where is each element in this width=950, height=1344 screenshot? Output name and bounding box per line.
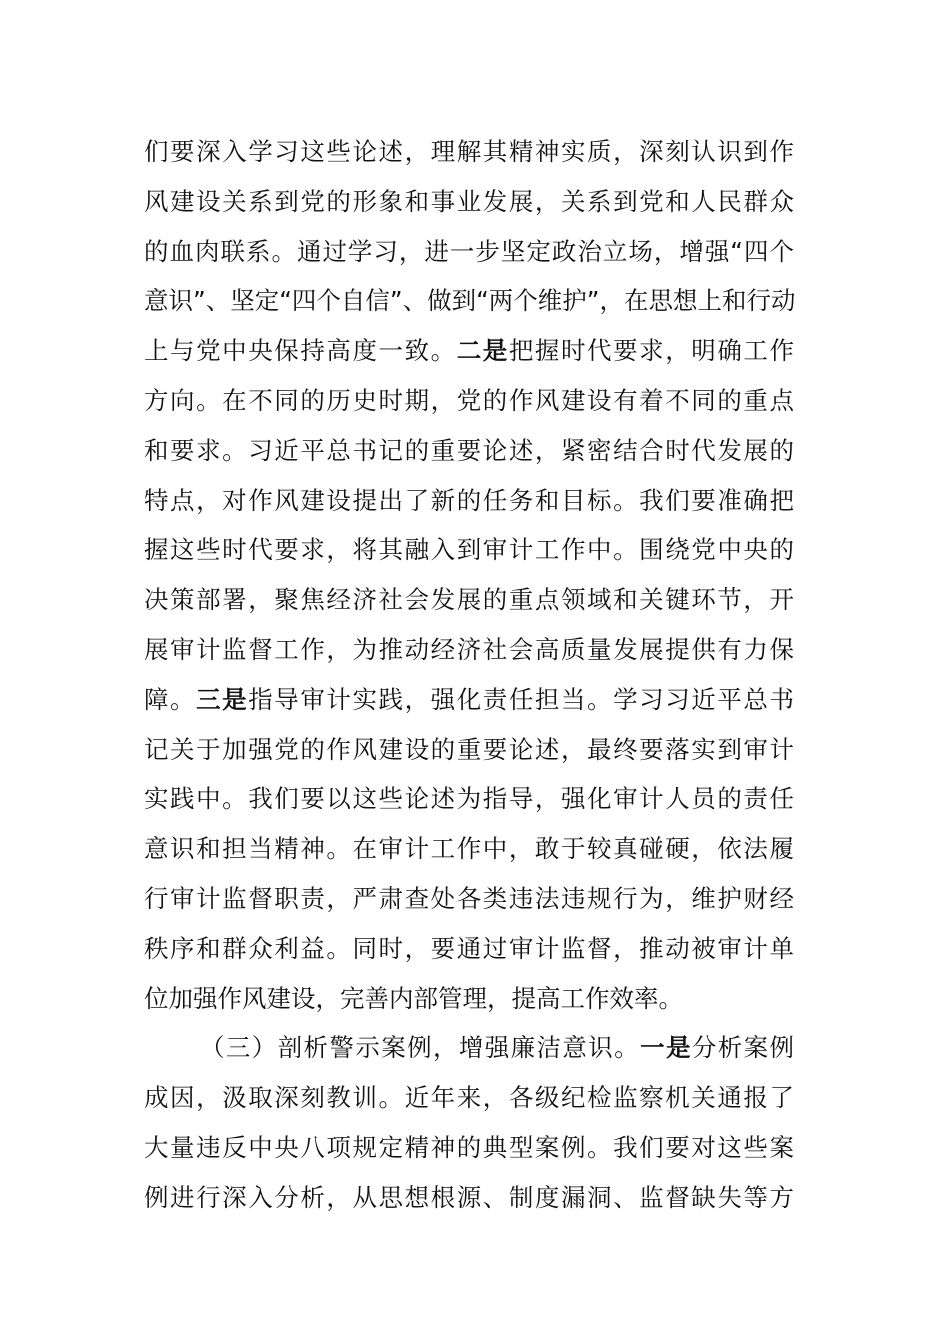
bold-keyword: 一是: [640, 1033, 692, 1063]
text-segment: （三）剖析警示案例，增强廉洁意识。: [200, 1033, 641, 1063]
text-segment: 秩序和群众利益。同时，要通过审计监督，推动被审计单: [144, 933, 794, 963]
text-segment: 特点，对作风建设提出了新的任务和目标。我们要准确把: [144, 485, 794, 515]
text-line: [144, 974, 794, 1024]
bold-keyword: 三是: [196, 684, 249, 714]
text-line: [144, 924, 794, 974]
text-line: [144, 276, 794, 326]
text-line: [144, 625, 794, 675]
text-segment: 们要深入学习这些论述，理解其精神实质，深刻认识到作: [144, 137, 794, 166]
bold-keyword: 二是: [456, 336, 509, 366]
text-segment: 记关于加强党的作风建设的重要论述，最终要落实到审计: [144, 734, 794, 764]
text-line: [144, 326, 794, 376]
text-segment: 位加强作风建设，完善内部管理，提高工作效率。: [144, 983, 683, 1013]
text-segment: 的血肉联系。通过学习，进一步坚定政治立场，增强“四个: [144, 236, 794, 266]
text-line: [144, 1173, 794, 1223]
text-segment: 指导审计实践，强化责任担当。学习习近平总书: [248, 684, 794, 714]
body-text: [144, 127, 794, 1223]
text-segment: 决策部署，聚焦经济社会发展的重点领域和关键环节，开: [144, 585, 794, 615]
text-segment: 意识和担当精神。在审计工作中，敢于较真碰硬，依法履: [144, 834, 794, 864]
text-line: [144, 376, 794, 426]
text-line: [144, 874, 794, 924]
text-segment: 展审计监督工作，为推动经济社会高质量发展提供有力保: [144, 634, 794, 664]
text-segment: 实践中。我们要以这些论述为指导，强化审计人员的责任: [144, 784, 794, 814]
text-line: [144, 227, 794, 277]
text-segment: 上与党中央保持高度一致。: [144, 336, 457, 366]
text-line: [144, 774, 794, 824]
text-line: [144, 525, 794, 575]
text-segment: 风建设关系到党的形象和事业发展，关系到党和人民群众: [144, 186, 794, 216]
text-line: [144, 426, 794, 476]
text-line: [144, 1073, 794, 1123]
text-segment: 例进行深入分析，从思想根源、制度漏洞、监督缺失等方: [144, 1182, 794, 1212]
text-line: [144, 177, 794, 227]
text-segment: 大量违反中央八项规定精神的典型案例。我们要对这些案: [144, 1132, 794, 1162]
text-line: [144, 1123, 794, 1173]
text-segment: 把握时代要求，明确工作: [508, 336, 794, 366]
text-line: [144, 575, 794, 625]
text-segment: 和要求。习近平总书记的重要论述，紧密结合时代发展的: [144, 435, 794, 465]
text-segment: 行审计监督职责，严肃查处各类违法违规行为，维护财经: [144, 883, 794, 913]
text-line: [144, 476, 794, 526]
text-segment: 分析案例: [691, 1033, 795, 1063]
text-line: [144, 127, 794, 177]
text-line: [144, 1023, 794, 1073]
text-line: [144, 824, 794, 874]
text-line: [144, 675, 794, 725]
text-line: [144, 725, 794, 775]
text-segment: 意识”、坚定“四个自信”、做到“两个维护”，在思想上和行动: [144, 286, 796, 316]
text-segment: 握这些时代要求，将其融入到审计工作中。围绕党中央的: [144, 535, 794, 565]
text-segment: 成因，汲取深刻教训。近年来，各级纪检监察机关通报了: [144, 1083, 794, 1113]
text-segment: 方向。在不同的历史时期，党的作风建设有着不同的重点: [144, 385, 794, 415]
text-segment: 障。: [144, 684, 197, 714]
